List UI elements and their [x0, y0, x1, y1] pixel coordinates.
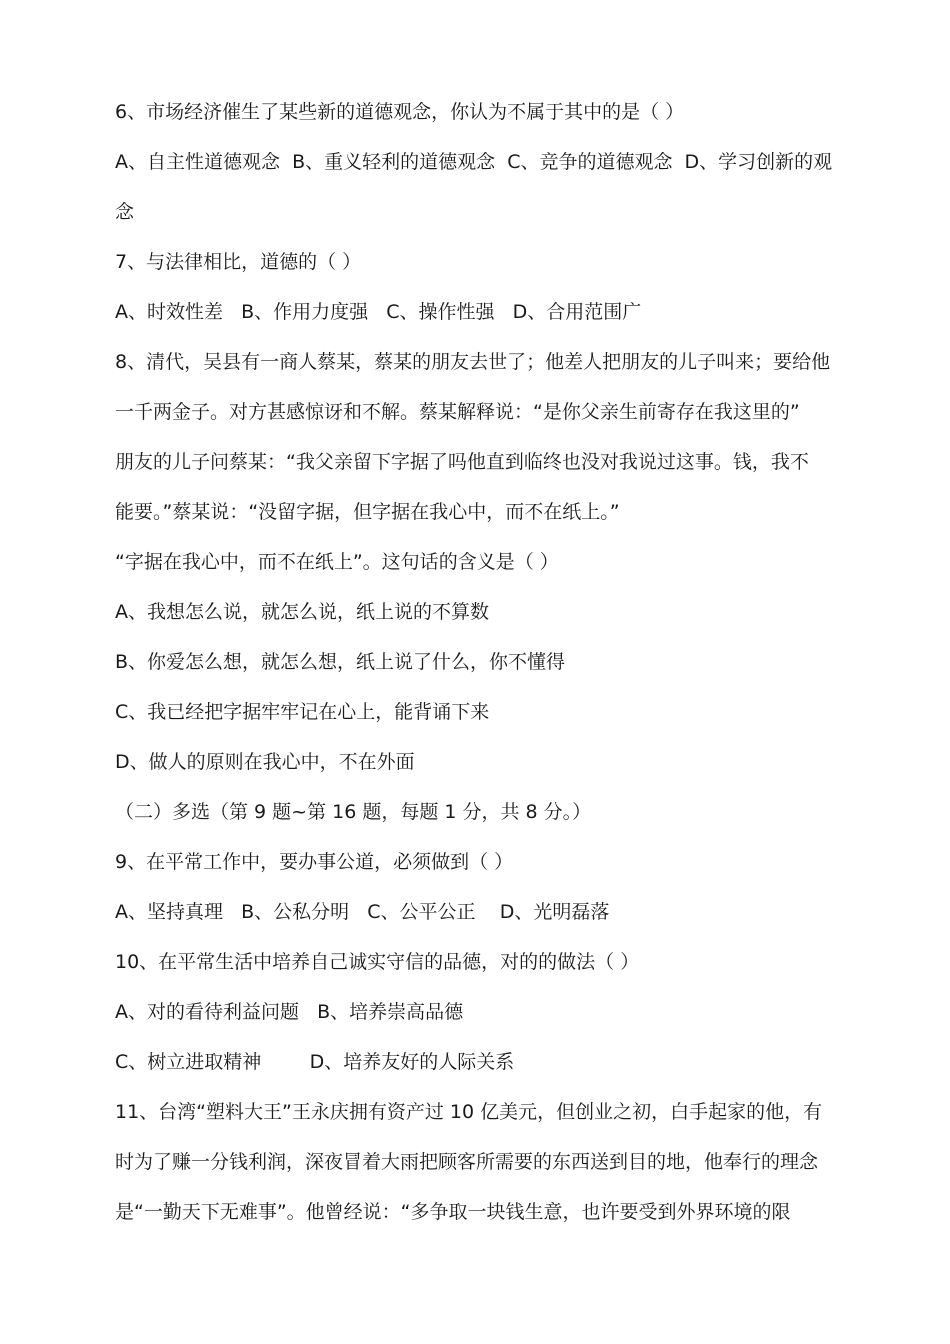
- question-8-option-b: B、你爱怎么想，就怎么想，纸上说了什么，你不懂得: [115, 651, 566, 673]
- question-8-option-d: D、做人的原则在我心中，不在外面: [115, 751, 415, 773]
- question-9-stem: 9、在平常工作中，要办事公道，必须做到（ ）: [115, 851, 514, 873]
- question-6-options: A、自主性道德观念 B、重义轻利的道德观念 C、竞争的道德观念 D、学习创新的观: [115, 151, 833, 173]
- question-8-stem: 朋友的儿子问蔡某：“我父亲留下字据了吗他直到临终也没对我说过这事。钱，我不: [115, 451, 809, 473]
- question-10-options: C、树立进取精神 D、培养友好的人际关系: [115, 1051, 515, 1073]
- question-9-options: A、坚持真理 B、公私分明 C、公平公正 D、光明磊落: [115, 901, 610, 923]
- question-6-options-cont: 念: [115, 201, 135, 223]
- question-10-options: A、对的看待利益问题 B、培养崇高品德: [115, 1001, 464, 1023]
- question-7-stem: 7、与法律相比，道德的（ ）: [115, 251, 362, 273]
- question-10-stem: 10、在平常生活中培养自己诚实守信的品德，对的的做法（ ）: [115, 951, 640, 973]
- question-8-stem: 能要。”蔡某说：“没留字据，但字据在我心中，而不在纸上。”: [115, 501, 620, 523]
- question-8-stem: 8、清代，吴县有一商人蔡某，蔡某的朋友去世了；他差人把朋友的儿子叫来；要给他: [115, 351, 831, 373]
- question-7-options: A、时效性差 B、作用力度强 C、操作性强 D、合用范围广: [115, 301, 642, 323]
- question-11-stem: 是“一勤天下无难事”。他曾经说：“多争取一块钱生意，也许要受到外界环境的限: [115, 1201, 791, 1223]
- question-8-option-a: A、我想怎么说，就怎么说，纸上说的不算数: [115, 601, 489, 623]
- question-8-option-c: C、我已经把字据牢牢记在心上，能背诵下来: [115, 701, 490, 723]
- question-11-stem: 11、台湾“塑料大王”王永庆拥有资产过 10 亿美元，但创业之初，白手起家的他，有: [115, 1101, 823, 1123]
- question-8-prompt: “字据在我心中，而不在纸上”。这句话的含义是（ ）: [115, 551, 559, 573]
- section-heading: （二）多选（第 9 题~第 16 题，每题 1 分，共 8 分。）: [115, 801, 592, 823]
- question-6-stem: 6、市场经济催生了某些新的道德观念，你认为不属于其中的是（ ）: [115, 101, 685, 123]
- question-8-stem: 一千两金子。对方甚感惊讶和不解。蔡某解释说：“是你父亲生前寄存在我这里的”: [115, 401, 800, 423]
- question-11-stem: 时为了赚一分钱利润，深夜冒着大雨把顾客所需要的东西送到目的地，他奉行的理念: [115, 1151, 819, 1173]
